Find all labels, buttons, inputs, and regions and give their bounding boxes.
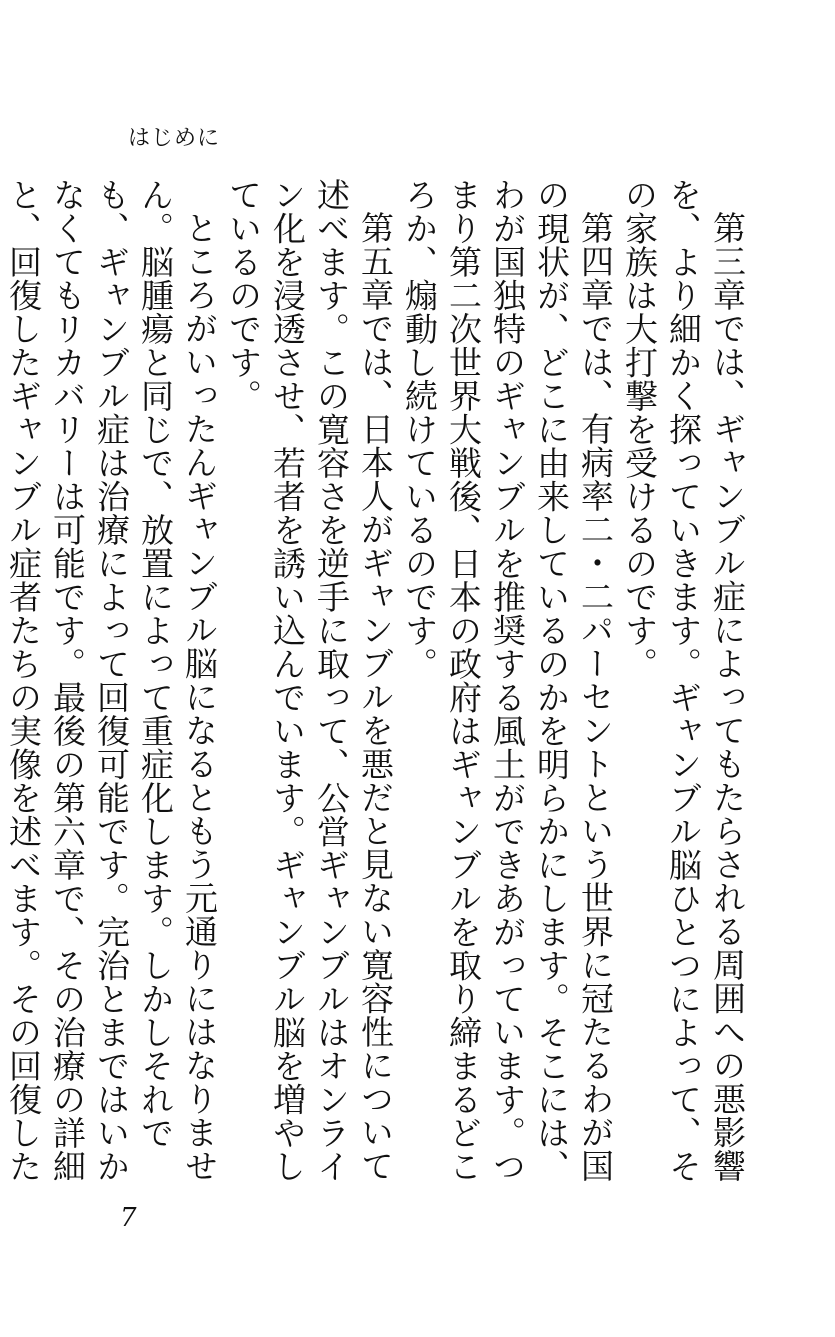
running-head: はじめに <box>128 126 221 151</box>
paragraph-chapter-4: 第四章では、有病率二・二パーセントという世界に冠たるわが国の現状が、どこに由来しているのかを明らかにします。そこには、わが国独特のギャンブルを推奨する風土ができあがっています。つまり第二次世界大戦後、日本の政府はギャンブルを取り締まるどころか、煽動し続けているのです。 <box>400 178 615 1183</box>
paragraph-chapter-3: 第三章では、ギャンブル症によってもたらされる周囲への悪影響を、より細かく探っていきます。ギャンブル脳ひとつによって、その家族は大打撃を受けるのです。 <box>620 178 747 1183</box>
paragraph-recovery: ところがいったんギャンブル脳になるともう元通りにはなりません。脳腫瘍と同じで、放置によって重症化します。しかしそれでも、ギャンブル症は治療によって回復可能です。完治とまではいかなくてもリカバリーは可能です。最後の第六章で、その治療の詳細と、回復したギャンブル症者たちの実像を述べます。その回復した <box>4 178 219 1183</box>
paragraph-chapter-5: 第五章では、日本人がギャンブルを悪だと見ない寛容性について述べます。この寛容さを逆手に取って、公営ギャンブルはオンライン化を浸透させ、若者を誘い込んでいます。ギャンブル脳を増やしているのです。 <box>224 178 395 1183</box>
body-text <box>4 178 749 1188</box>
page-number: 7 <box>120 1203 137 1233</box>
